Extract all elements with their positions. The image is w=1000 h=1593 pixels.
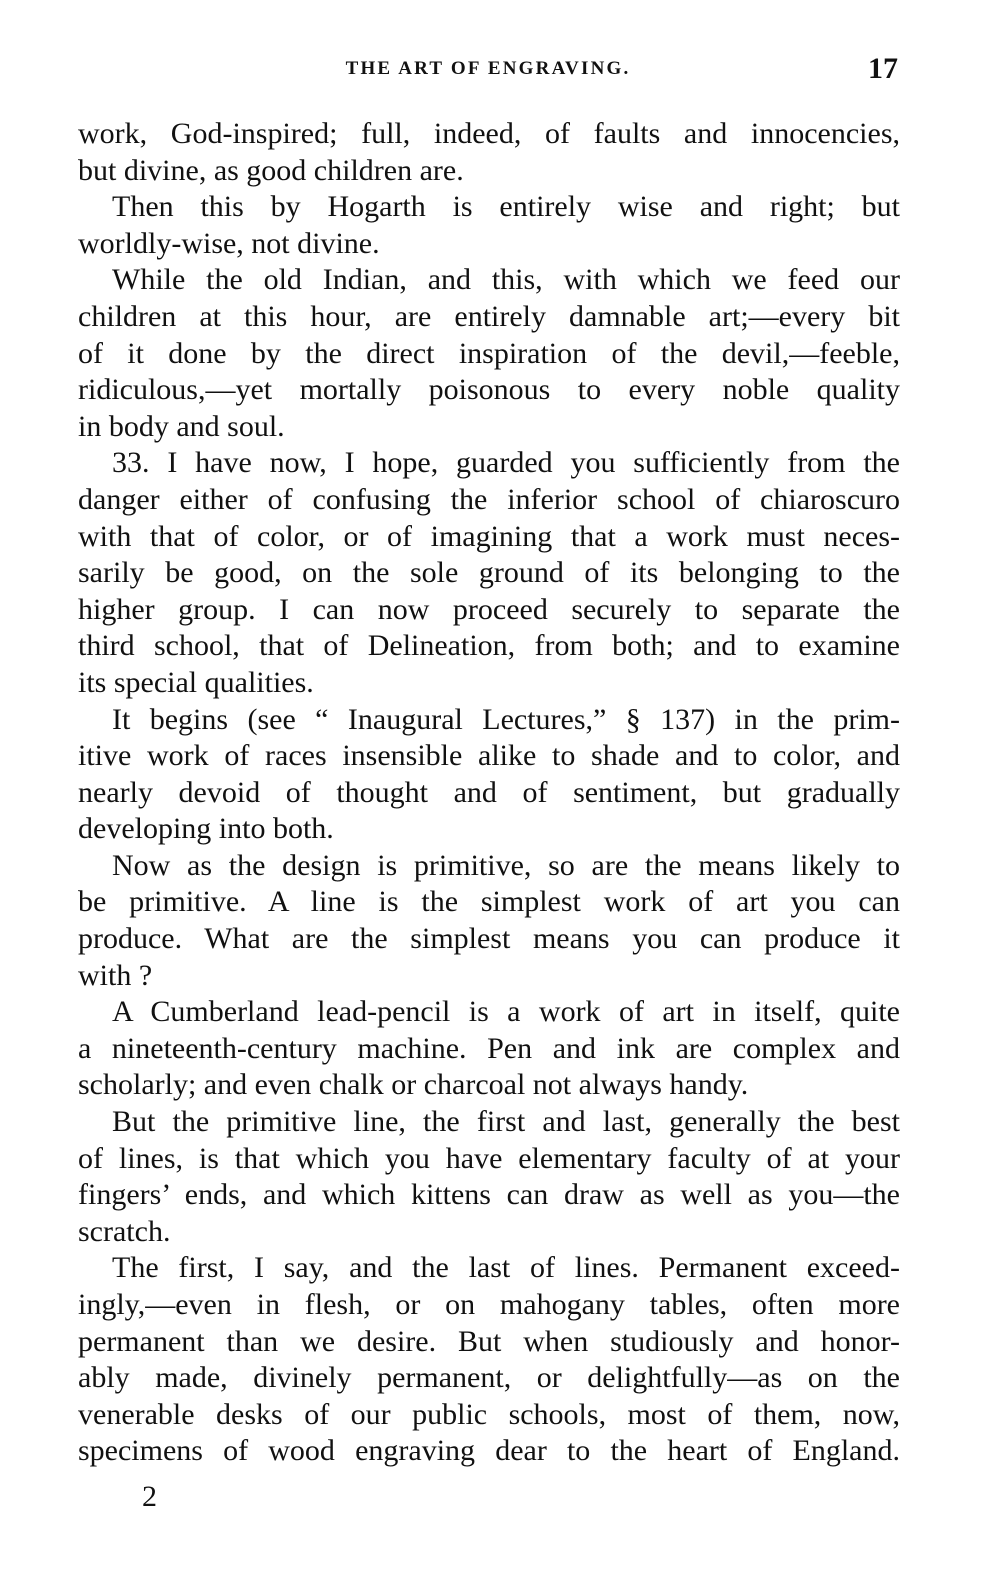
text-line: scholarly; and even chalk or charcoal not always handy. [78,1068,749,1102]
text-line: with ? [78,958,153,992]
text-line: While the old Indian, and this, with which we feed our [112,263,900,297]
body-text [78,116,900,1470]
running-head [78,52,898,92]
text-line: but divine, as good children are. [78,153,464,187]
text-line: third school, that of Delineation, from both; and to examine [78,629,900,663]
text-line: in body and soul. [78,409,285,443]
text-line: scratch. [78,1214,171,1248]
text-line: A Cumberland lead-pencil is a work of art in itself, quite [112,995,900,1029]
text-line: children at this hour, are entirely damnable art;—every bit [78,299,900,333]
signature-mark: 2 [142,1480,157,1513]
text-line: produce. What are the simplest means you can produce it [78,922,900,956]
text-line: be primitive. A line is the simplest work of art you can [78,885,900,919]
running-title: THE ART OF ENGRAVING. [345,58,631,79]
text-line: specimens of wood engraving dear to the heart of England. [78,1434,900,1468]
text-line: higher group. I can now proceed securely to separate the [78,592,900,626]
text-line: ingly,—even in flesh, or on mahogany tables, often more [78,1288,900,1321]
text-line: of it done by the direct inspiration of the devil,—feeble, [78,336,900,370]
text-line: Now as the design is primitive, so are the means likely to [112,848,900,882]
text-line: developing into both. [78,812,334,846]
text-line: fingers’ ends, and which kittens can draw as well as you—the [78,1178,900,1212]
text-line: nearly devoid of thought and of sentiment, but gradually [78,775,900,809]
text-line: a nineteenth-century machine. Pen and ink are complex and [78,1031,900,1065]
text-line: It begins (see “ Inaugural Lectures,” § 137) in the prim- [112,702,900,736]
text-line: sarily be good, on the sole ground of its belonging to the [78,556,900,590]
text-line: work, God-inspired; full, indeed, of faults and innocencies, [78,117,900,150]
text-line: its special qualities. [78,665,314,699]
text-line: worldly-wise, not divine. [78,226,380,260]
text-line: ridiculous,—yet mortally poisonous to every noble quality [78,373,900,407]
text-line: permanent than we desire. But when studiously and honor- [78,1324,900,1358]
text-line: 33. I have now, I hope, guarded you sufficiently from the [112,446,900,480]
text-line: danger either of confusing the inferior school of chiaroscuro [78,482,900,516]
text-line: ably made, divinely permanent, or delightfully—as on the [78,1361,900,1395]
text-line: itive work of races insensible alike to shade and to color, and [78,739,900,773]
text-line: with that of color, or of imagining that a work must neces- [78,519,900,553]
text-line: of lines, is that which you have elementary faculty of at your [78,1141,900,1175]
text-line: venerable desks of our public schools, most of them, now, [78,1397,900,1431]
text-line: But the primitive line, the first and last, generally the best [112,1105,900,1139]
page-number: 17 [868,52,898,85]
text-line: The first, I say, and the last of lines. Permanent exceed- [112,1251,900,1285]
text-line: Then this by Hogarth is entirely wise and right; but [112,190,900,224]
